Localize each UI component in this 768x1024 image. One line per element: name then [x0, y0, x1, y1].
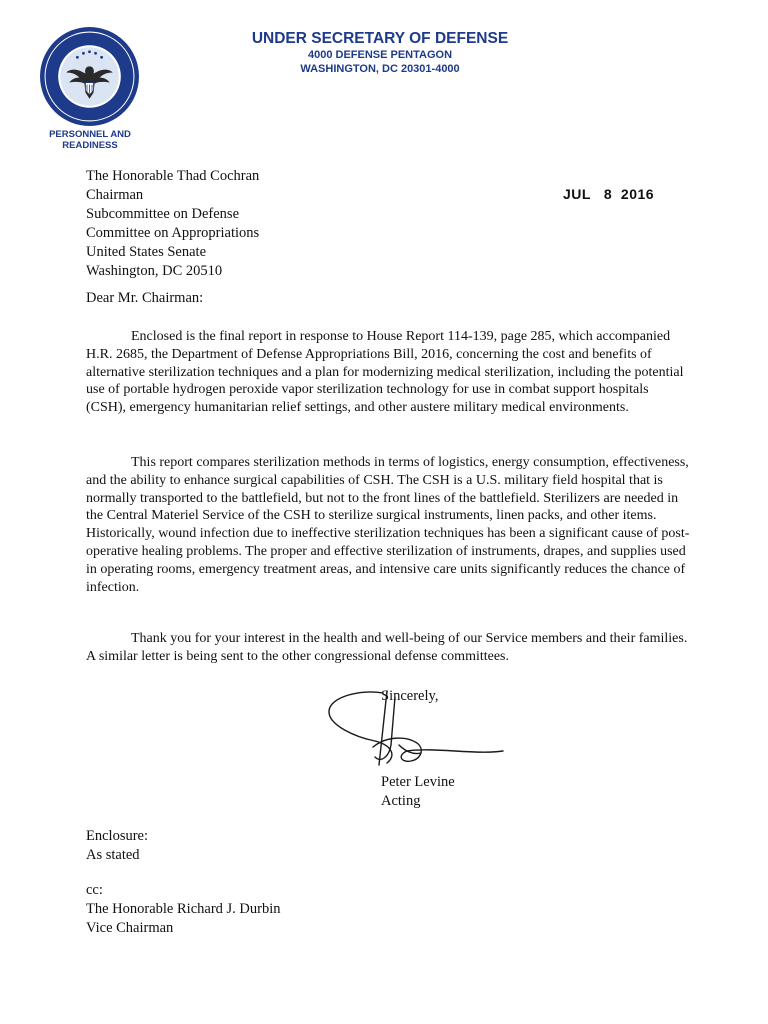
recipient-line: The Honorable Thad Cochran [86, 168, 260, 184]
signer-block [381, 773, 455, 811]
closing: Sincerely, [381, 688, 439, 704]
seal-of-department-of-defense [39, 26, 140, 127]
office-caption-line: PERSONNEL AND [49, 129, 131, 140]
body-paragraph: This report compares sterilization methods in terms of logistics, energy consumption, effectiveness, and the ability to enhance surgical capabilities of CSH. The CSH is a U.S. military field hospital that is normally transported to the battlefield, but not to the front lines of the battlefield. Sterilizers are needed in the Central Materiel Service of the CSH to sterilize surgical instruments, linen packs, and other items. Historically, wound infection due to ineffective sterilization techniques has been a significant cause of post-operative healing problems. The proper and effective sterilization of instruments, drapes, and supplies used in operating rooms, emergency treatment areas, and intensive care units significantly reduces the chance of infection. [86, 455, 690, 595]
cc-block [86, 881, 281, 938]
handwritten-signature [325, 685, 505, 770]
body-paragraph: Thank you for your interest in the health and well-being of our Service members and their families. A similar letter is being sent to the other congressional defense committees. [86, 631, 688, 664]
recipient-line: Washington, DC 20510 [86, 263, 223, 279]
date-stamp: JUL 8 2016 [563, 186, 655, 202]
cc-recipient: The Honorable Richard J. Durbin [86, 901, 281, 917]
recipient-line: Subcommittee on Defense [86, 206, 240, 222]
salutation: Dear Mr. Chairman: [86, 290, 204, 306]
signer-name: Peter Levine [381, 774, 455, 790]
cc-recipient-title: Vice Chairman [86, 920, 174, 936]
recipient-line: Committee on Appropriations [86, 225, 260, 241]
letterhead [230, 30, 530, 76]
enclosure-label: Enclosure: [86, 828, 149, 844]
signer-title: Acting [381, 793, 421, 809]
recipient-line: Chairman [86, 187, 144, 203]
letterhead-title: UNDER SECRETARY OF DEFENSE [251, 30, 509, 47]
body-paragraph: Enclosed is the final report in response to House Report 114-139, page 285, which accompanied H.R. 2685, the Department of Defense Appropriations Bill, 2016, concerning the cost and benefits of alternative sterilization techniques and a plan for modernizing medical sterilization, including the potential use of portable hydrogen peroxide vapor sterilization technology for use in combat support hospitals (CSH), emergency humanitarian relief settings, and other austere military medical environments. [86, 329, 684, 416]
letterhead-address-line: WASHINGTON, DC 20301-4000 [300, 63, 460, 75]
recipient-line: United States Senate [86, 244, 207, 260]
cc-label: cc: [86, 882, 103, 898]
letterhead-address-line: 4000 DEFENSE PENTAGON [307, 49, 453, 61]
office-caption-line: READINESS [62, 140, 118, 151]
enclosure-block [86, 827, 148, 865]
office-caption [30, 129, 150, 151]
recipient-address [86, 167, 259, 281]
enclosure-value: As stated [86, 847, 140, 863]
